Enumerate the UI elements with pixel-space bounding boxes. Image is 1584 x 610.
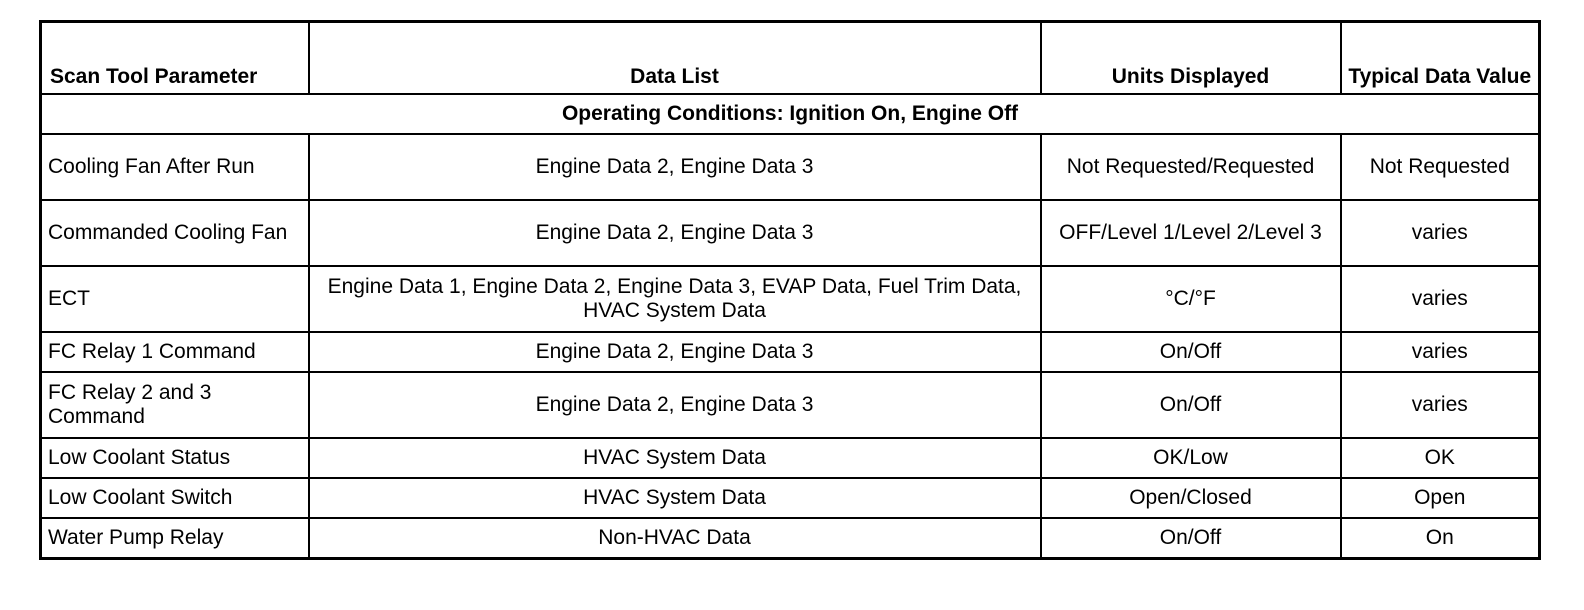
row-parameter: Low Coolant Status	[41, 438, 309, 478]
section-row	[41, 94, 1540, 134]
row-parameter: Cooling Fan After Run	[41, 134, 309, 200]
row-parameter: Water Pump Relay	[41, 518, 309, 559]
row-units: OFF/Level 1/Level 2/Level 3	[1041, 200, 1341, 266]
row-parameter: FC Relay 2 and 3 Command	[41, 372, 309, 438]
row-typical-value: varies	[1341, 200, 1540, 266]
table-row	[41, 518, 1540, 559]
row-data-list: HVAC System Data	[309, 478, 1041, 518]
row-data-list: HVAC System Data	[309, 438, 1041, 478]
row-typical-value: varies	[1341, 332, 1540, 372]
row-data-list: Non-HVAC Data	[309, 518, 1041, 559]
table-row	[41, 478, 1540, 518]
row-units: °C/°F	[1041, 266, 1341, 332]
row-parameter: Commanded Cooling Fan	[41, 200, 309, 266]
row-parameter: FC Relay 1 Command	[41, 332, 309, 372]
table-row	[41, 332, 1540, 372]
row-data-list: Engine Data 2, Engine Data 3	[309, 332, 1041, 372]
row-data-list: Engine Data 1, Engine Data 2, Engine Data 3, EVAP Data, Fuel Trim Data, HVAC System Data	[309, 266, 1041, 332]
table-row	[41, 134, 1540, 200]
row-typical-value: varies	[1341, 372, 1540, 438]
row-typical-value: varies	[1341, 266, 1540, 332]
header-scan-tool-parameter: Scan Tool Parameter	[41, 22, 309, 95]
row-units: On/Off	[1041, 518, 1341, 559]
row-parameter: ECT	[41, 266, 309, 332]
row-parameter: Low Coolant Switch	[41, 478, 309, 518]
row-units: Not Requested/Requested	[1041, 134, 1341, 200]
header-typical-data-value: Typical Data Value	[1341, 22, 1540, 95]
row-typical-value: Open	[1341, 478, 1540, 518]
row-typical-value: Not Requested	[1341, 134, 1540, 200]
scan-tool-data-table	[39, 20, 1541, 560]
header-data-list: Data List	[309, 22, 1041, 95]
table-row	[41, 266, 1540, 332]
operating-conditions-label: Operating Conditions: Ignition On, Engine Off	[41, 94, 1540, 134]
row-units: On/Off	[1041, 372, 1341, 438]
row-data-list: Engine Data 2, Engine Data 3	[309, 200, 1041, 266]
row-units: OK/Low	[1041, 438, 1341, 478]
row-typical-value: OK	[1341, 438, 1540, 478]
table-row	[41, 200, 1540, 266]
row-data-list: Engine Data 2, Engine Data 3	[309, 134, 1041, 200]
header-units-displayed: Units Displayed	[1041, 22, 1341, 95]
row-units: On/Off	[1041, 332, 1341, 372]
row-units: Open/Closed	[1041, 478, 1341, 518]
table-row	[41, 372, 1540, 438]
row-typical-value: On	[1341, 518, 1540, 559]
header-row	[41, 22, 1540, 95]
table-row	[41, 438, 1540, 478]
row-data-list: Engine Data 2, Engine Data 3	[309, 372, 1041, 438]
